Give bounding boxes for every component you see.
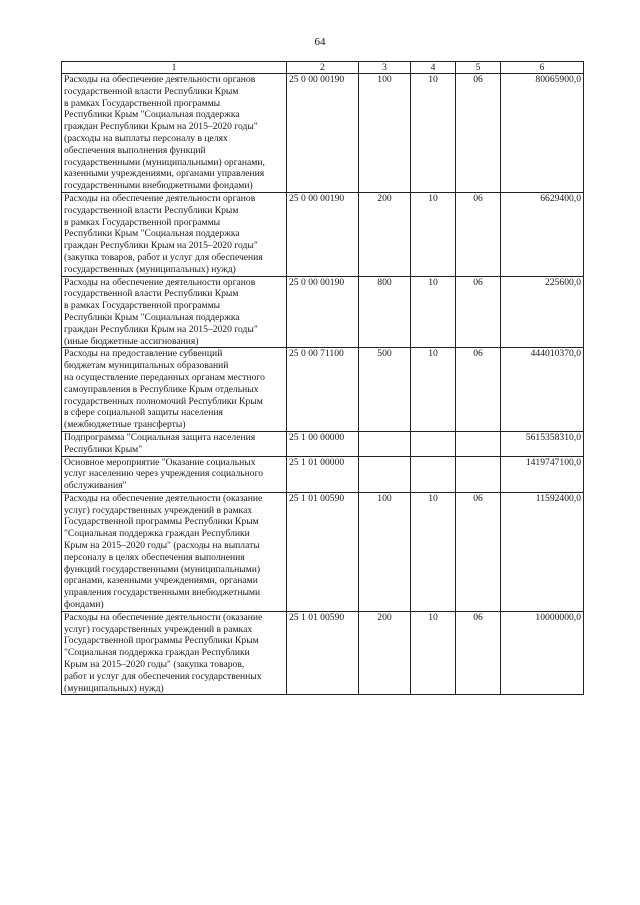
description-line: обслуживания": [64, 480, 127, 492]
description-line: "Социальная поддержка граждан Республики: [64, 528, 250, 540]
description-line: (иные бюджетные ассигнования): [64, 335, 199, 347]
table-row: [62, 192, 584, 276]
description-line: обеспечения выполнения функций: [64, 144, 206, 156]
header-col-4: 4: [411, 62, 456, 74]
row-section: 10: [411, 192, 456, 276]
description-line: бюджетам муниципальных образований: [64, 360, 229, 372]
description-line: (расходы на выплаты персоналу в целях: [64, 132, 228, 144]
row-expense-type: [359, 456, 411, 492]
description-line: Республики Крым "Социальная поддержка: [64, 311, 240, 323]
description-line: Республики Крым "Социальная поддержка: [64, 109, 240, 121]
description-line: Республики Крым "Социальная поддержка: [64, 228, 240, 240]
page-number: 64: [314, 36, 326, 48]
header-col-2: 2: [287, 62, 359, 74]
description-line: органами, казенными учреждениями, органами: [64, 575, 258, 587]
row-section: 10: [411, 276, 456, 348]
description-line: Подпрограмма "Социальная защита населения: [64, 431, 256, 443]
description-line: (муниципальных) нужд): [64, 682, 164, 694]
row-code: 25 0 00 00190: [287, 276, 359, 348]
table-row: [62, 348, 584, 432]
description-line: граждан Республики Крым на 2015–2020 годы": [64, 121, 258, 133]
description-line: граждан Республики Крым на 2015–2020 годы": [64, 240, 258, 252]
description-line: услуг населению через учреждения социального: [64, 468, 264, 480]
table-row: [62, 74, 584, 193]
description-line: Расходы на обеспечение деятельности органов: [64, 192, 256, 204]
description-line: "Социальная поддержка граждан Республики: [64, 647, 250, 659]
row-amount: 225600,0: [501, 276, 584, 348]
row-description: [62, 431, 287, 456]
description-line: (межбюджетные трансферты): [64, 419, 186, 431]
table-row: [62, 492, 584, 611]
header-col-6: 6: [501, 62, 584, 74]
row-expense-type: [359, 431, 411, 456]
description-line: Государственной программы Республики Крым: [64, 516, 259, 528]
row-section: 10: [411, 611, 456, 695]
row-code: 25 0 00 71100: [287, 348, 359, 432]
description-line: Крым на 2015–2020 годы" (расходы на выплаты: [64, 540, 260, 552]
description-line: Расходы на обеспечение деятельности органов: [64, 276, 256, 288]
row-subsection: 06: [456, 192, 501, 276]
description-line: услуг) государственных учреждений в рамках: [64, 623, 253, 635]
row-description: [62, 192, 287, 276]
description-line: государственной власти Республики Крым: [64, 85, 239, 97]
header-col-3: 3: [359, 62, 411, 74]
row-expense-type: 200: [359, 192, 411, 276]
description-line: работ и услуг для обеспечения государственных: [64, 670, 262, 682]
table-row: [62, 456, 584, 492]
row-description: [62, 456, 287, 492]
description-line: Республики Крым": [64, 443, 143, 455]
description-line: персоналу в целях обеспечения выполнения: [64, 551, 245, 563]
row-subsection: [456, 431, 501, 456]
description-line: государственных (муниципальных) нужд): [64, 263, 236, 275]
row-subsection: 06: [456, 348, 501, 432]
description-line: государственной власти Республики Крым: [64, 204, 239, 216]
description-line: в рамках Государственной программы: [64, 300, 221, 312]
budget-table: [61, 61, 584, 695]
description-line: Государственной программы Республики Крым: [64, 635, 259, 647]
description-line: государственными внебюджетными фондами): [64, 180, 253, 192]
row-amount: 80065900,0: [501, 74, 584, 193]
row-code: 25 1 00 00000: [287, 431, 359, 456]
row-code: 25 0 00 00190: [287, 74, 359, 193]
row-code: 25 1 01 00590: [287, 611, 359, 695]
description-line: государственными (муниципальными) органами,: [64, 156, 265, 168]
row-subsection: 06: [456, 611, 501, 695]
description-line: услуг) государственных учреждений в рамках: [64, 504, 253, 516]
row-amount: 10000000,0: [501, 611, 584, 695]
description-line: Основное мероприятие "Оказание социальных: [64, 456, 256, 468]
row-subsection: 06: [456, 492, 501, 611]
description-line: (закупка товаров, работ и услуг для обеспечения: [64, 251, 263, 263]
description-line: Расходы на обеспечение деятельности органов: [64, 74, 256, 85]
table-row: [62, 276, 584, 348]
description-line: государственных полномочий Республики Крым: [64, 395, 263, 407]
description-line: самоуправления в Республике Крым отдельных: [64, 383, 259, 395]
row-code: 25 1 01 00000: [287, 456, 359, 492]
row-section: 10: [411, 492, 456, 611]
description-line: в сфере социальной защиты населения: [64, 407, 223, 419]
row-subsection: 06: [456, 276, 501, 348]
description-line: граждан Республики Крым на 2015–2020 годы": [64, 323, 258, 335]
row-section: 10: [411, 348, 456, 432]
description-line: Крым на 2015–2020 годы" (закупка товаров,: [64, 659, 245, 671]
description-line: в рамках Государственной программы: [64, 97, 221, 109]
row-code: 25 0 00 00190: [287, 192, 359, 276]
table-header-row: [62, 62, 584, 74]
row-description: [62, 611, 287, 695]
description-line: государственной власти Республики Крым: [64, 288, 239, 300]
row-subsection: 06: [456, 74, 501, 193]
description-line: казенными учреждениями, органами управления: [64, 168, 265, 180]
row-expense-type: 500: [359, 348, 411, 432]
row-code: 25 1 01 00590: [287, 492, 359, 611]
row-section: [411, 431, 456, 456]
row-description: [62, 276, 287, 348]
row-subsection: [456, 456, 501, 492]
description-line: управления государственными внебюджетными: [64, 587, 261, 599]
header-col-1: 1: [62, 62, 287, 74]
row-expense-type: 100: [359, 74, 411, 193]
description-line: на осуществление переданных органам местного: [64, 371, 265, 383]
description-line: Расходы на обеспечение деятельности (оказание: [64, 492, 263, 504]
description-line: фондами): [64, 599, 104, 611]
row-expense-type: 100: [359, 492, 411, 611]
row-amount: 444010370,0: [501, 348, 584, 432]
description-line: Расходы на обеспечение деятельности (оказание: [64, 611, 263, 623]
description-line: в рамках Государственной программы: [64, 216, 221, 228]
table-body: [62, 74, 584, 695]
row-section: 10: [411, 74, 456, 193]
row-description: [62, 492, 287, 611]
row-expense-type: 200: [359, 611, 411, 695]
row-section: [411, 456, 456, 492]
row-description: [62, 348, 287, 432]
row-amount: 1419747100,0: [501, 456, 584, 492]
row-amount: 6629400,0: [501, 192, 584, 276]
header-col-5: 5: [456, 62, 501, 74]
description-line: функций государственными (муниципальными): [64, 563, 261, 575]
description-line: Расходы на предоставление субвенций: [64, 348, 223, 360]
row-expense-type: 800: [359, 276, 411, 348]
row-amount: 11592400,0: [501, 492, 584, 611]
table-row: [62, 431, 584, 456]
table-row: [62, 611, 584, 695]
row-amount: 5615358310,0: [501, 431, 584, 456]
row-description: [62, 74, 287, 193]
